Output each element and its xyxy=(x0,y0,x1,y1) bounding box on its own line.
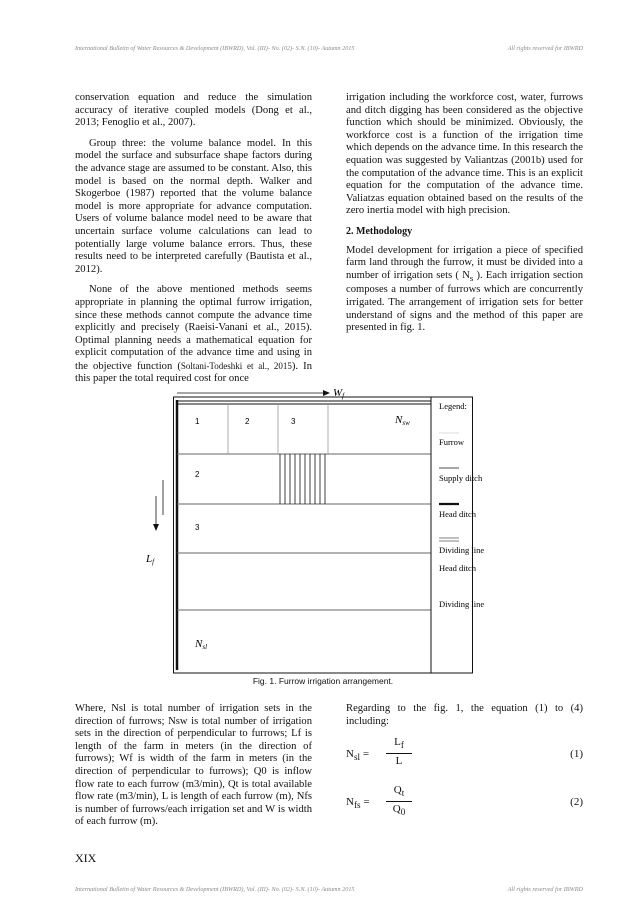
length-arrow xyxy=(138,490,178,590)
nsl-label: Nsl xyxy=(195,638,208,651)
furrow-lines xyxy=(280,454,325,504)
right-column-top xyxy=(346,92,583,343)
paragraph: Model development for irrigation a piece of specified farm land through the furrow, it must be divided into a number of irrigation sets ( $N_s$ ). Each irrigation section composes a number of furrows which are concurrently irrigated. The arrangement of irrigation sets for better understand of signs and the method of this paper are presented in fig. 1. xyxy=(346,244,583,334)
col-label: 1 xyxy=(195,417,200,426)
paragraph: Where, Nsl is total number of irrigation sets in the direction of furrows; Nsw is total number of irrigation sets in the direction of perpendicular to furrows; Lf is length of the farm in meters (in the direction of furrows); Wf is width of the farm in meters (in the direction of perpendicular to furrows); Q0 is inflow flow rate to each furrow (m3/min), Qt is total available flow rate (m3/min), L is length of each furrow (m), Nfs is number of furrows/each irrigation set and W is width of each furrow (m). xyxy=(75,703,312,828)
nsw-label: Nsw xyxy=(395,414,410,427)
legend-item: Furrow xyxy=(439,437,465,447)
legend-item: Dividing line xyxy=(439,599,485,609)
header-rights: All rights reserved for IBWRD xyxy=(507,45,583,52)
legend-item: Head ditch xyxy=(439,509,477,519)
legend-item: Head ditch xyxy=(439,563,477,573)
paragraph: Group three: the volume balance model. In this model the surface and subsurface shape factors during the advance stage are assumed to be constant. Also, this model is based on the normal depth. Walker and Skogerboe (1987) reported that the volume balance model is more appropriate for advance computation. Users of volume balance model need to be aware that uncertain surface volume calculations can lead to potentially large volume balance errors. Thus, these results need to be interpreted carefully (Bautista et al., 2012). xyxy=(75,137,312,275)
legend-item: Supply ditch xyxy=(439,473,483,483)
figure-diagram xyxy=(173,385,485,675)
legend-item: Dividing line xyxy=(439,545,485,555)
lf-label: Lf xyxy=(146,553,155,566)
right-column-bottom xyxy=(346,703,583,828)
paragraph: None of the above mentioned methods seems appropriate in planning the optimal furrow irrigation, since these methods cannot compute the advance time explicitly and precisely (Raeisi-Vanani et al., 2015). Optimal planning needs a mathematical equation for explicit computation of the advance time and using in the objective function (Soltani-Todeshki et al., 2015). In this paper the total required cost for once xyxy=(75,284,313,385)
col-label: 2 xyxy=(245,417,250,426)
col-label: 3 xyxy=(291,417,296,426)
left-column-bottom xyxy=(75,703,312,837)
paragraph: conservation equation and reduce the simulation accuracy of iterative coupled models (Dong et al., 2013; Fenoglio et al., 2007). xyxy=(75,92,312,129)
equation-2: $N_{fs}$ = $\frac{Q_t}{Q_0}$ (2) xyxy=(346,784,583,818)
paragraph: irrigation including the workforce cost, water, furrows and ditch digging has been considered as the objective function which should be minimized. Obviously, the workforce cost is a function of the irrigation time which depends on the advance time. In this research the equation was suggested by Valiantzas (2001b) used for the computation of the advance time. This is an explicit equation for the computation of the advance time. Valiatzas equation obtained based on the results of the zero inertia model with high precision. xyxy=(346,92,583,217)
equation-number: (2) xyxy=(570,796,583,809)
header-journal: International Bulletin of Water Resources & Development (IBWRD), Vol. (III)- No. (02)- S.N. (10)- Autumn 2015 xyxy=(75,45,355,52)
row-label: 3 xyxy=(195,523,200,532)
section-heading: 2. Methodology xyxy=(346,225,413,237)
citation: Soltani-Todeshki et al., 2015 xyxy=(180,360,292,371)
running-footer xyxy=(75,886,583,893)
footer-journal: International Bulletin of Water Resources & Development (IBWRD), Vol. (III)- No. (02)- S.N. (10)- Autumn 2015 xyxy=(75,886,355,893)
legend-title: Legend: xyxy=(439,401,467,411)
equation-number: (1) xyxy=(570,748,583,761)
figure-caption: Fig. 1. Furrow irrigation arrangement. xyxy=(252,676,394,686)
row-label: 2 xyxy=(195,470,200,479)
footer-rights: All rights reserved for IBWRD xyxy=(507,886,583,893)
width-arrow-head xyxy=(323,390,330,396)
figure-frame xyxy=(174,397,473,673)
furrow-arrangement-figure xyxy=(173,385,485,675)
paragraph: Regarding to the fig. 1, the equation (1) to (4) including: xyxy=(346,703,583,727)
running-header xyxy=(75,45,583,52)
left-column-top xyxy=(75,92,312,394)
wf-label: Wf xyxy=(333,387,345,400)
page-number: XIX xyxy=(75,851,97,865)
equation-1: $N_{sl}$ = $\frac{L_f}{L}$ (1) xyxy=(346,736,583,767)
